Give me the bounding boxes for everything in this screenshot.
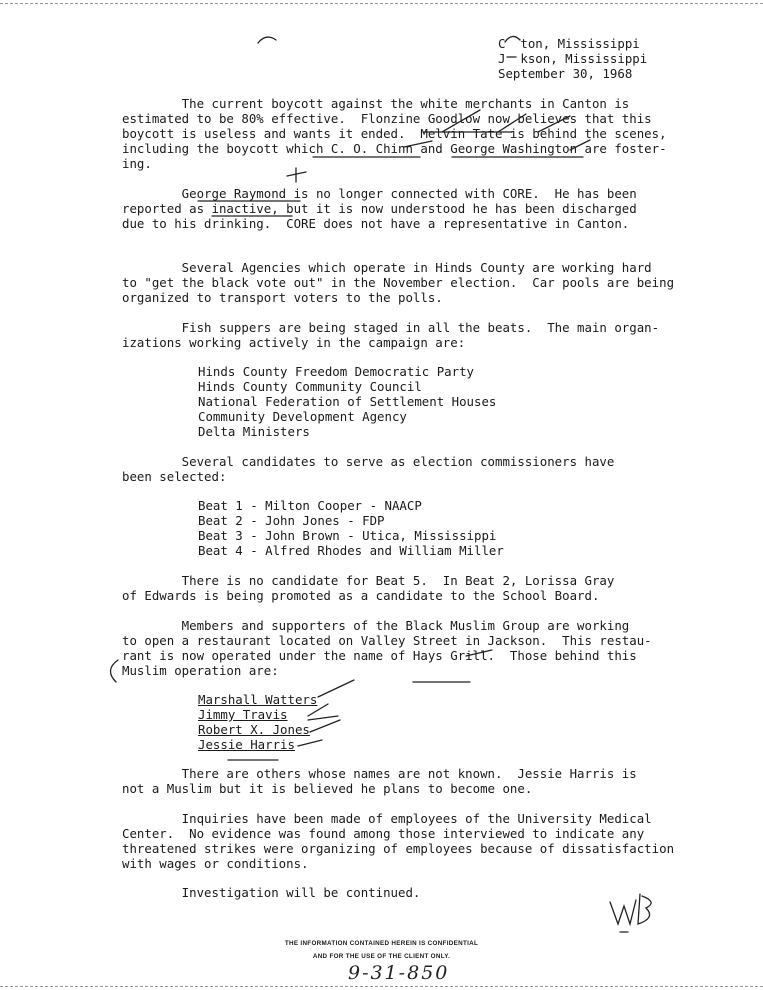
caret-mark [258, 37, 276, 43]
confidential-notice-line-2: AND FOR THE USE OF THE CLIENT ONLY. [312, 953, 451, 960]
list-item: Robert X. Jones [198, 722, 310, 737]
list-item: Beat 3 - John Brown - Utica, Mississippi [198, 528, 497, 543]
location-line-2: J kson, Mississippi [498, 51, 648, 66]
check-mark-watters [318, 680, 354, 697]
paragraph-candidates: Several candidates to serve as election commissioners have been selected: [122, 454, 615, 484]
paragraph-others: There are others whose names are not known. Jessie Harris is not a Muslim but it is believed he plans to become one. [122, 766, 637, 796]
paragraph-vote: Several Agencies which operate in Hinds County are working hard to "get the black vote out" in the November election. Car pools are being organized to transport voters to the polls. [122, 260, 675, 305]
bracket-muslim [110, 660, 118, 682]
paragraph-university: Inquiries have been made of employees of the University Medical Center. No evidence was found among those interviewed to indicate any threatened strikes were organizing of employees because of dissatisfaction with wages or conditions. [122, 811, 675, 871]
list-item: Delta Ministers [198, 424, 310, 439]
list-item: Community Development Agency [198, 409, 407, 424]
cross-mark-raymond [287, 172, 306, 176]
list-item: Marshall Watters [198, 692, 318, 707]
list-item: Hinds County Freedom Democratic Party [198, 364, 475, 379]
organizations-list [198, 364, 496, 439]
paragraph-boycott: The current boycott against the white merchants in Canton is estimated to be 80% effective. Flonzine Goodlow now believes that this boycott is useless and wants it ended. Melvin Tate is behind the scenes, including the boycott which C. O. Chinn and George Washington are foster- ing. [122, 96, 667, 171]
members-list [198, 692, 317, 752]
list-item: Beat 2 - John Jones - FDP [198, 513, 385, 528]
paragraph-fish-suppers: Fish suppers are being staged in all the beats. The main organ- izations working actively in the campaign are: [122, 320, 660, 350]
paragraph-core: George Raymond is no longer connected with CORE. He has been reported as inactive, but it is now understood he has been discharged due to his drinking. CORE does not have a representative in Canton. [122, 186, 637, 231]
list-item: Hinds County Community Council [198, 379, 422, 394]
list-item: Jimmy Travis [198, 707, 288, 722]
top-dashed-border [0, 3, 763, 4]
paragraph-closing: Investigation will be continued. [122, 885, 421, 900]
list-item: Beat 4 - Alfred Rhodes and William Miller [198, 543, 504, 558]
paragraph-beat-5: There is no candidate for Beat 5. In Beat 2, Lorissa Gray of Edwards is being promoted as a candidate to the School Board. [122, 573, 615, 603]
location-line-1: C ton, Mississippi [498, 36, 640, 51]
document-date: September 30, 1968 [498, 66, 633, 81]
list-item: National Federation of Settlement Houses [198, 394, 497, 409]
signature-b [638, 894, 651, 924]
list-item: Jessie Harris [198, 737, 295, 752]
signature-w [610, 900, 636, 924]
candidates-list [198, 498, 504, 558]
list-item: Beat 1 - Milton Cooper - NAACP [198, 498, 422, 513]
bottom-dashed-border [0, 986, 763, 987]
paragraph-muslim-group: Members and supporters of the Black Muslim Group are working to open a restaurant located on Valley Street in Jackson. This restau- rant is now operated under the name of Hays Grill. Those behind this Muslim operation are: [122, 618, 652, 678]
confidential-notice-line-1: THE INFORMATION CONTAINED HEREIN IS CONFIDENTIAL [284, 940, 479, 947]
handwritten-file-number: 9-31-850 [348, 962, 450, 984]
